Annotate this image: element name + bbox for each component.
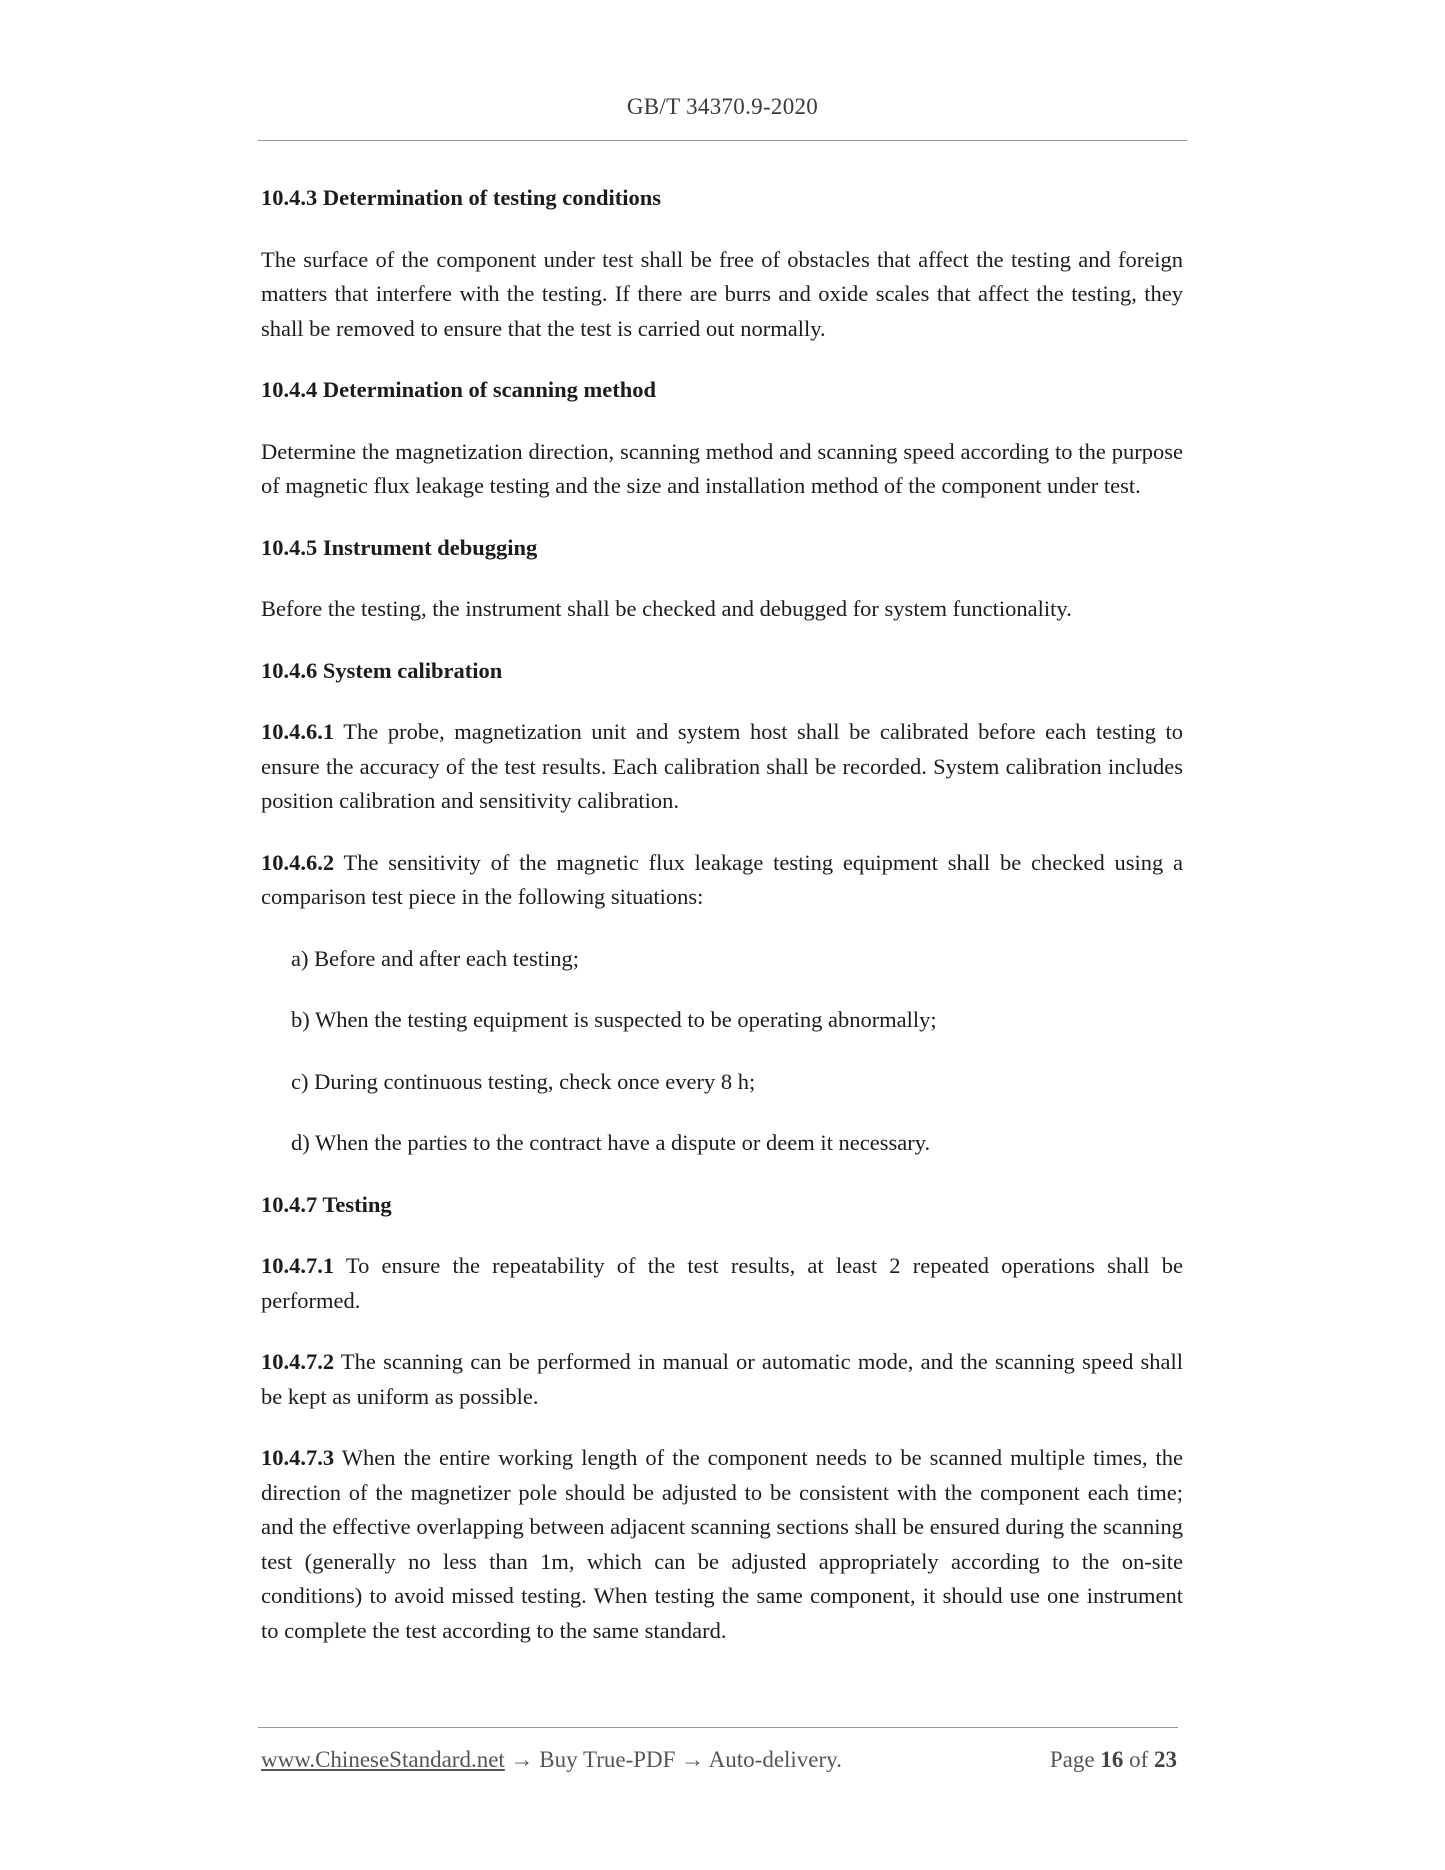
page-total: 23 bbox=[1154, 1747, 1177, 1772]
section-heading-10-4-6: 10.4.6 System calibration bbox=[261, 657, 503, 683]
page-header: GB/T 34370.9-2020 bbox=[626, 94, 819, 119]
list-item-a: a) Before and after each testing; bbox=[291, 945, 579, 971]
section-heading-10-4-5: 10.4.5 Instrument debugging bbox=[261, 534, 538, 560]
clause-number: 10.4.6.1 bbox=[261, 719, 335, 744]
list-item-b: b) When the testing equipment is suspected to be operating abnormally; bbox=[291, 1007, 937, 1032]
clause-number: 10.4.7.3 bbox=[261, 1445, 335, 1470]
clause-10-4-7-2 bbox=[261, 1345, 1183, 1414]
page-current: 16 bbox=[1100, 1747, 1124, 1772]
document-body bbox=[261, 181, 1183, 1675]
header-divider bbox=[258, 140, 1187, 141]
section-heading-10-4-3: 10.4.3 Determination of testing conditions bbox=[261, 185, 661, 210]
clause-10-4-6-1 bbox=[261, 715, 1183, 819]
page-label: Page bbox=[1049, 1747, 1095, 1772]
paragraph: The surface of the component under test shall be free of obstacles that affect the testing and foreign matters that interfere with the testing. If there are burrs and oxide scales that affect the testing, they shall be removed to ensure that the test is carried out normally. bbox=[261, 246, 1183, 341]
page-number bbox=[1050, 1747, 1177, 1773]
list-item-d: d) When the parties to the contract have a dispute or deem it necessary. bbox=[291, 1130, 931, 1155]
list-item-c: c) During continuous testing, check once every 8 h; bbox=[291, 1068, 756, 1094]
clause-10-4-6-2 bbox=[261, 846, 1183, 915]
website-link[interactable]: www.ChineseStandard.net bbox=[261, 1747, 505, 1772]
paragraph: Before the testing, the instrument shall be checked and debugged for system functionality. bbox=[261, 596, 1072, 621]
clause-text: The probe, magnetization unit and system host shall be calibrated before each testing to ensure the accuracy of the test results. Each calibration shall be recorded. System calibration includes position calibration and sensitivity calibration. bbox=[261, 719, 1184, 813]
footer-promo bbox=[261, 1747, 842, 1773]
clause-text: When the entire working length of the component needs to be scanned multiple times, the direction of the magnetizer pole should be adjusted to be consistent with the component each time; and the effective overlapping between adjacent scanning sections shall be ensured during the scanning test (generally no less than 1m, which can be adjusted appropriately according to the on-site conditions) to avoid missed testing. When testing the same component, it should use one instrument to complete the test according to the same standard. bbox=[261, 1445, 1184, 1643]
of-label: of bbox=[1129, 1747, 1149, 1772]
clause-text: The scanning can be performed in manual or automatic mode, and the scanning speed shall be kept as uniform as possible. bbox=[261, 1349, 1183, 1409]
clause-number: 10.4.7.1 bbox=[261, 1253, 335, 1278]
section-heading-10-4-4: 10.4.4 Determination of scanning method bbox=[261, 377, 656, 402]
section-heading-10-4-7: 10.4.7 Testing bbox=[261, 1191, 392, 1217]
footer-tagline: → Buy True-PDF → Auto-delivery. bbox=[504, 1747, 842, 1772]
clause-text: To ensure the repeatability of the test results, at least 2 repeated operations shall be performed. bbox=[261, 1253, 1183, 1313]
clause-number: 10.4.7.2 bbox=[261, 1349, 335, 1374]
clause-10-4-7-3 bbox=[261, 1441, 1183, 1648]
clause-number: 10.4.6.2 bbox=[261, 849, 335, 875]
footer-divider bbox=[258, 1727, 1178, 1728]
clause-text: The sensitivity of the magnetic flux leakage testing equipment shall be checked using a comparison test piece in the following situations: bbox=[261, 849, 1184, 909]
clause-10-4-7-1 bbox=[261, 1249, 1183, 1318]
paragraph: Determine the magnetization direction, scanning method and scanning speed according to the purpose of magnetic flux leakage testing and the size and installation method of the component under test. bbox=[261, 438, 1183, 498]
